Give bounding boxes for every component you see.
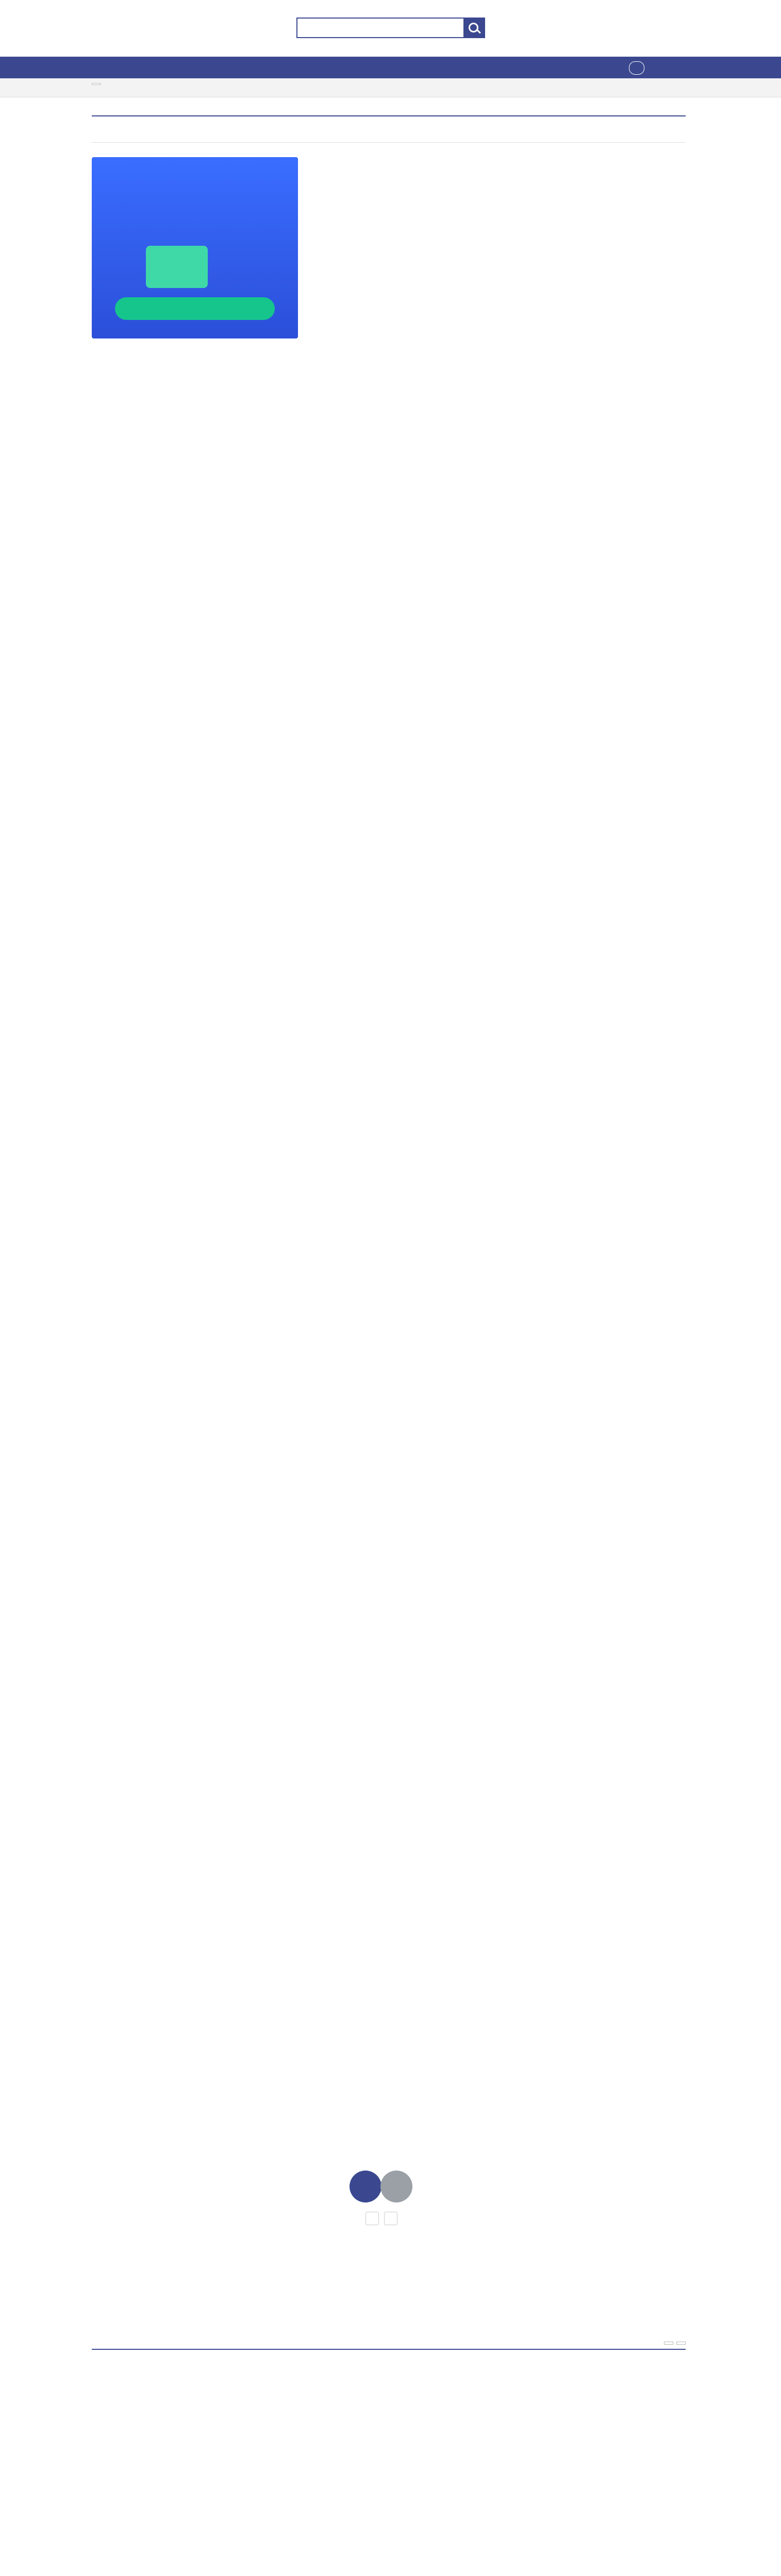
content-wrap [92, 102, 686, 338]
vote-actions [320, 2212, 443, 2225]
post-meta [92, 129, 686, 136]
post-body [92, 143, 686, 338]
comments-header [92, 2342, 686, 2350]
vote-buttons [320, 2171, 443, 2208]
share-button[interactable] [365, 2212, 379, 2225]
banner-price [115, 297, 275, 320]
view-tabs [92, 111, 686, 116]
gallery-bar [0, 78, 781, 97]
main-nav [0, 57, 781, 78]
downvote-button[interactable] [380, 2171, 412, 2202]
nav-item[interactable] [154, 57, 169, 78]
main-menu [92, 57, 185, 78]
upvote-button[interactable] [350, 2171, 381, 2202]
search-input[interactable] [297, 19, 462, 37]
comments-section [92, 2342, 686, 2350]
login-button[interactable] [629, 61, 644, 75]
search-box [296, 18, 485, 38]
search-icon[interactable] [463, 19, 484, 37]
nav-item[interactable] [169, 57, 185, 78]
nav-item-active[interactable] [107, 57, 123, 78]
ad-banner-image[interactable] [92, 157, 298, 338]
comment-filter[interactable] [664, 2342, 673, 2345]
nav-item[interactable] [123, 57, 138, 78]
gift-card-graphic [146, 246, 208, 288]
post-header [92, 116, 686, 143]
utility-bar [0, 0, 781, 11]
comment-filter[interactable] [676, 2342, 686, 2345]
vote-box [320, 2171, 443, 2227]
report-button[interactable] [384, 2212, 397, 2225]
gallery-breadcrumb [92, 83, 105, 85]
nav-item[interactable] [138, 57, 154, 78]
nav-item[interactable] [92, 57, 107, 78]
gallery-tag[interactable] [92, 83, 101, 85]
